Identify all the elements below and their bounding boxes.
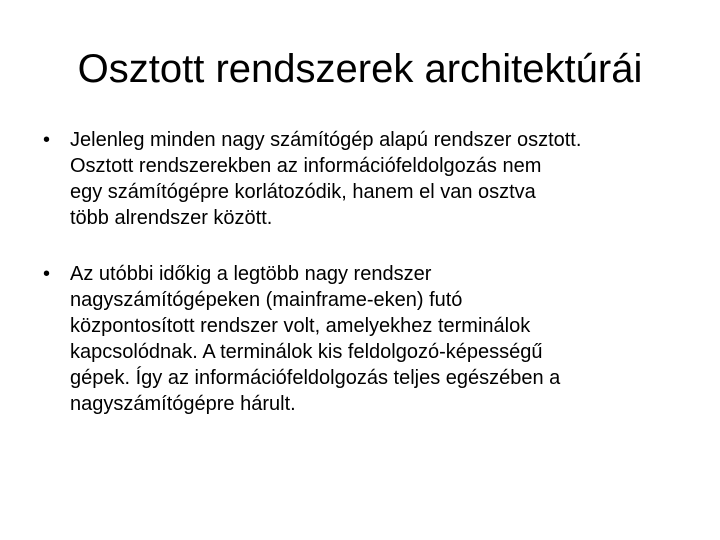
bullet-list: [40, 127, 700, 447]
bullet-line: Osztott rendszerekben az információfeldolgozás nem: [70, 155, 542, 177]
bullet-item: [40, 261, 700, 417]
bullet-line: egy számítógépre korlátozódik, hanem el van osztva: [70, 181, 536, 203]
bullet-line: nagyszámítógépre hárult.: [70, 393, 296, 415]
bullet-line: kapcsolódnak. A terminálok kis feldolgozó-képességű: [70, 341, 543, 363]
slide-title: Osztott rendszerek architektúrái: [77, 47, 643, 91]
bullet-line: több alrendszer között.: [70, 207, 273, 229]
bullet-marker: •: [43, 263, 51, 285]
bullet-item: [40, 127, 700, 231]
bullet-marker: •: [43, 129, 51, 151]
bullet-line: nagyszámítógépeken (mainframe-eken) futó: [70, 289, 463, 311]
bullet-line: gépek. Így az információfeldolgozás teljes egészében a: [70, 367, 561, 389]
bullet-line: Az utóbbi időkig a legtöbb nagy rendszer: [70, 263, 432, 285]
bullet-line: központosított rendszer volt, amelyekhez terminálok: [70, 315, 531, 337]
bullet-line: Jelenleg minden nagy számítógép alapú rendszer osztott.: [70, 129, 582, 151]
